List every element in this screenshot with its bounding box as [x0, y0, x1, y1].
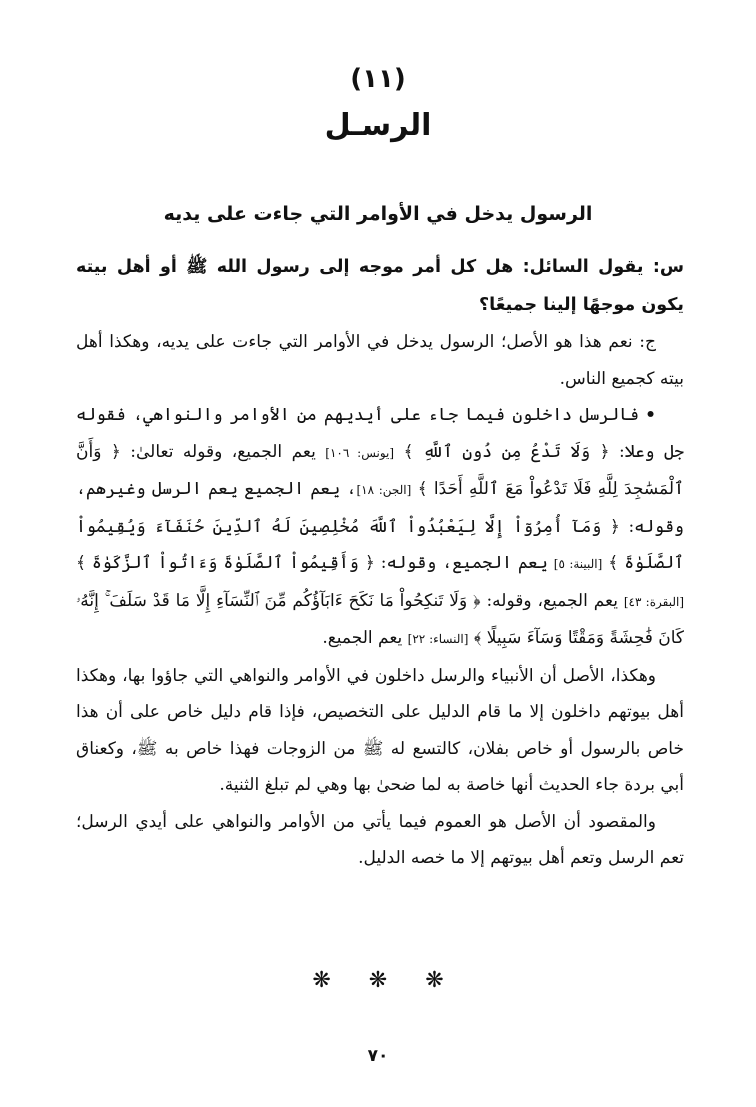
evidence-text-a: يعم الجميع، وقوله تعالىٰ:	[120, 441, 326, 462]
evidence-text-c: يعم الجميع، وقوله:	[374, 553, 554, 573]
bullet-mark: •	[645, 405, 656, 425]
quran-verse-4: ﴿ وَأَقِيمُواْ ٱلصَّلَوٰةَ وَءَاتُواْ ٱلزَّكَوٰةَ ﴾	[76, 553, 375, 573]
answer-paragraph: ج: نعم هذا هو الأصل؛ الرسول يدخل في الأوامر التي جاءت على يديه، وهكذا أهل بيته كجميع الناس.	[76, 332, 684, 389]
chapter-number: (١١)	[350, 64, 406, 94]
evidence-paragraph	[76, 397, 684, 658]
salawat-symbol: ﷺ	[362, 738, 384, 759]
quran-verse-1: ﴿ وَلَا تَدْعُ مِن دُونِ ٱللَّهِ ﴾	[403, 441, 610, 462]
body-text	[76, 248, 684, 877]
exception-text-a: وهكذا، الأصل أن الأنبياء والرسل داخلون في الأوامر والنواهي التي جاؤوا بها، وهكذا أهل بيوتهم داخلون إلا ما قام الدليل على التخصيص، فإذا قام دليل خاص على أن هذا خاص بالرسول أو خاص بفلان، كالتسع له	[76, 665, 684, 759]
verse-ref-3: [البينة: ٥]	[553, 557, 603, 571]
salawat-symbol: ﷺ	[136, 738, 158, 759]
evidence-text-d: يعم الجميع، وقوله:	[480, 590, 624, 611]
section-heading: الرسول يدخل في الأوامر التي جاءت على يديه	[163, 203, 593, 225]
evidence-text-b: ، يعم الجميع يعم الرسل وغيرهم، وقوله:	[76, 479, 684, 537]
question-paragraph: س: يقول السائل: هل كل أمر موجه إلى رسول الله ﷺ أو أهل بيته يكون موجهًا إلينا جميعًا؟	[76, 257, 684, 315]
evidence-lead: فالرسل داخلون فيما جاء على أيديهم من الأوامر والنواهي، فقوله جل وعلا:	[76, 405, 685, 462]
verse-ref-5: [النساء: ٢٢]	[407, 632, 469, 646]
page-number: ٧٠	[367, 1046, 389, 1066]
section-separator: ❋❋❋	[312, 968, 482, 993]
quran-verse-5: ﴿ وَلَا تَنكِحُواْ مَا نَكَحَ ءَابَآؤُكُم مِّنَ ٱلنِّسَآءِ إِلَّا مَا قَدْ سَلَفَ ۚ إِنَّهُۥ كَانَ فَٰحِشَةً وَمَقْتًا وَسَآءَ سَبِيلًا ﴾	[76, 590, 684, 648]
quran-verse-3: ﴿ وَمَآ أُمِرُوٓاْ إِلَّا لِيَعْبُدُواْ ٱللَّهَ مُخْلِصِينَ لَهُ ٱلدِّينَ حُنَفَآءَ وَيُقِيمُواْ ٱلصَّلَوٰةَ ﴾	[76, 516, 684, 573]
exception-text-b: من الزوجات فهذا خاص به	[157, 738, 363, 759]
exception-text-c: ، وكعناق أبي بردة جاء الحديث أنها خاصة به لما ضحىٰ بها وهي لم تبلغ الثنية.	[76, 738, 684, 795]
quran-verse-2: ﴿ وَأَنَّ ٱلْمَسَٰجِدَ لِلَّهِ فَلَا تَدْعُواْ مَعَ ٱللَّهِ أَحَدًا ﴾	[76, 441, 685, 499]
verse-ref-4: [البقرة: ٤٣]	[623, 594, 685, 609]
evidence-text-e: يعم الجميع.	[322, 628, 408, 648]
conclusion-paragraph: والمقصود أن الأصل هو العموم فيما يأتي من الأوامر والنواهي على أيدي الرسل؛ تعم الرسل وتعم أهل بيوتهم إلا ما خصه الدليل.	[76, 811, 684, 868]
chapter-title: الرسـل	[324, 108, 432, 143]
exception-paragraph	[76, 658, 684, 804]
verse-ref-2: [الجن: ١٨]	[356, 483, 412, 497]
verse-ref-1: [يونس: ١٠٦]	[325, 445, 395, 460]
